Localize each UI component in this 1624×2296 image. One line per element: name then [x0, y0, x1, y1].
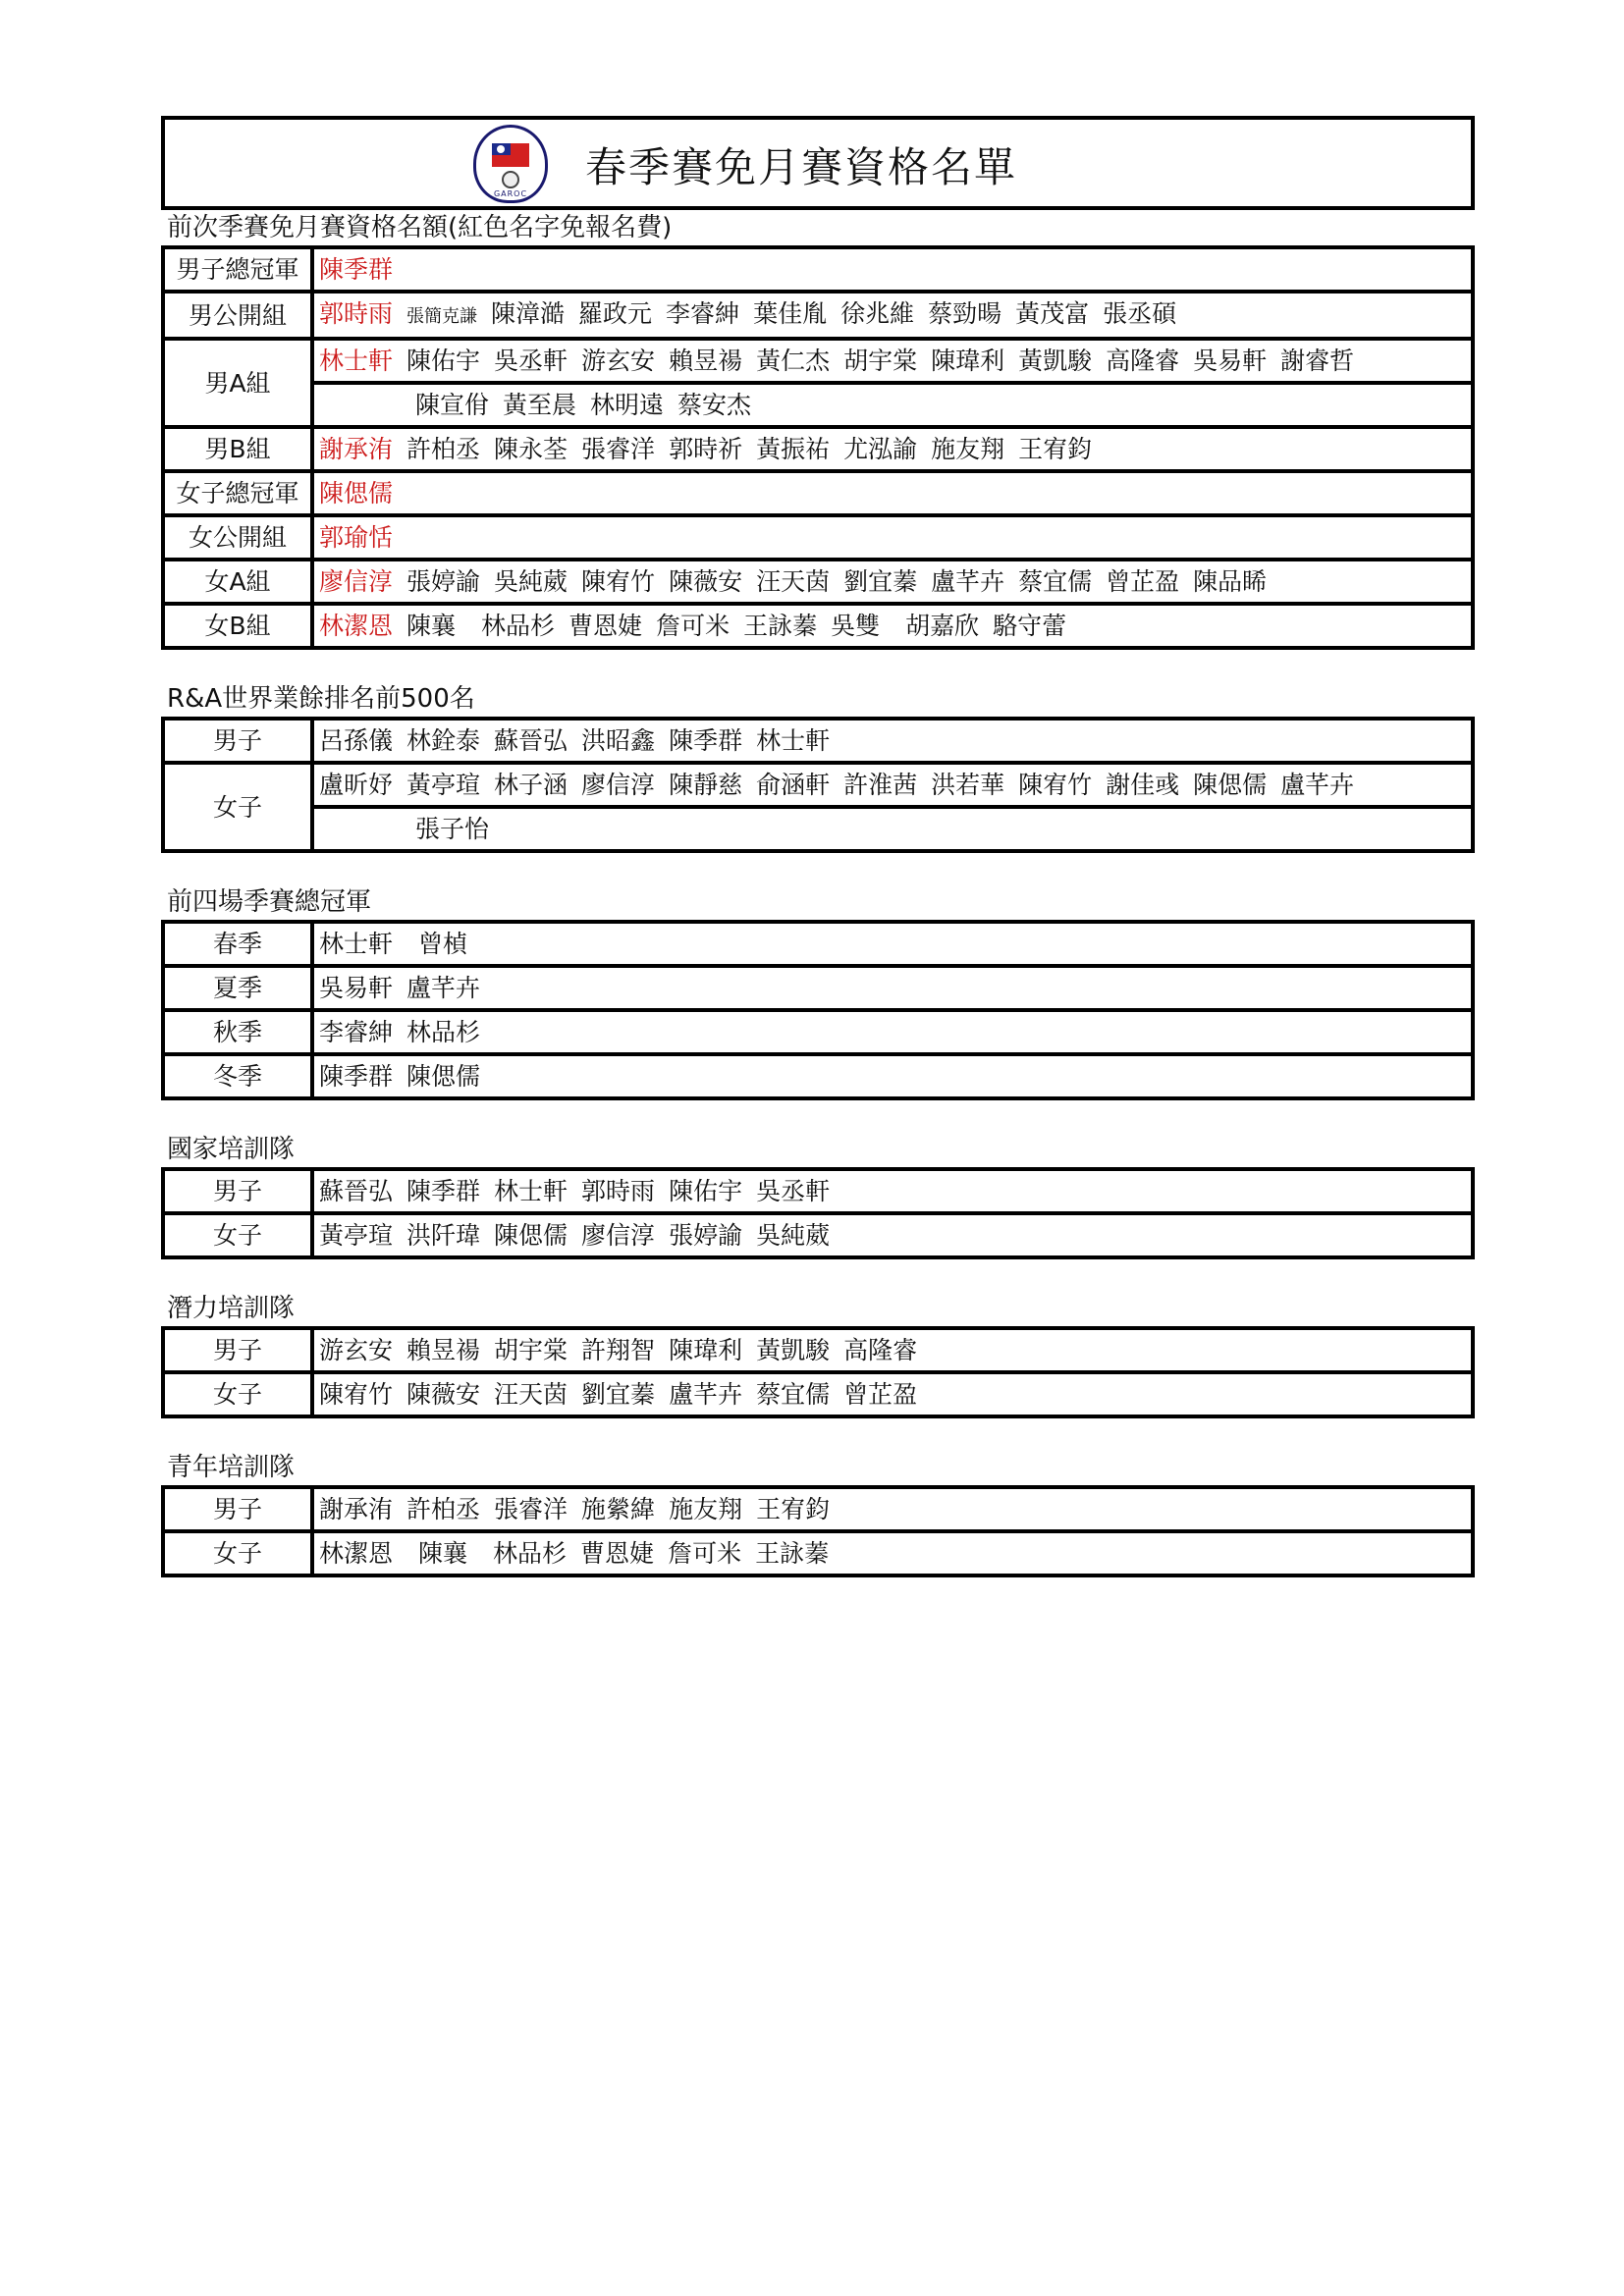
section-table — [161, 1326, 1475, 1418]
names-cell — [312, 383, 1473, 427]
category-label: 女A組 — [163, 560, 312, 604]
names-cell — [312, 966, 1473, 1010]
player-name: 陳偲儒 — [494, 1221, 568, 1250]
player-name-highlighted: 郭瑜恬 — [319, 523, 394, 552]
player-name: 盧芊卉 — [1280, 771, 1355, 799]
table-row — [163, 560, 1473, 604]
golf-ball-icon — [502, 171, 519, 188]
logo-initials: GAROC — [493, 189, 528, 198]
player-name: 陳永荃 — [494, 435, 568, 463]
player-name: 曹恩婕 — [580, 1539, 655, 1568]
category-label: 夏季 — [163, 966, 312, 1010]
names-cell — [312, 1054, 1473, 1098]
section-gap — [161, 1259, 1475, 1291]
table-row — [163, 247, 1473, 292]
player-name: 俞涵軒 — [756, 771, 831, 799]
table-row — [163, 292, 1473, 339]
player-name: 黃凱駿 — [756, 1336, 831, 1364]
player-name: 許柏丞 — [406, 435, 481, 463]
flag-icon — [492, 143, 529, 167]
document-page — [161, 116, 1475, 1577]
player-name: 廖信淳 — [581, 1221, 656, 1250]
player-name-highlighted: 陳偲儒 — [319, 479, 394, 507]
player-name: 黃仁杰 — [756, 347, 831, 375]
player-name: 陳季群 — [669, 726, 743, 755]
player-name: 謝睿哲 — [1280, 347, 1355, 375]
table-row — [163, 1213, 1473, 1257]
category-label: 男子 — [163, 719, 312, 763]
table-row — [163, 1328, 1473, 1372]
category-label: 女子 — [163, 1531, 312, 1575]
player-name: 盧昕妤 — [319, 771, 394, 799]
table-row — [163, 1169, 1473, 1213]
player-name: 駱守蕾 — [993, 612, 1067, 640]
player-name: 林士軒 — [756, 726, 831, 755]
category-label: 女子 — [163, 1372, 312, 1416]
player-name: 林品杉 — [493, 1539, 568, 1568]
player-name: 林品杉 — [481, 612, 556, 640]
player-name: 林銓泰 — [406, 726, 481, 755]
table-row — [163, 1372, 1473, 1416]
names-cell — [312, 292, 1473, 339]
player-name: 詹可米 — [656, 612, 731, 640]
player-name: 張睿洋 — [581, 435, 656, 463]
player-name: 曹恩婕 — [568, 612, 643, 640]
player-name: 郭時雨 — [581, 1177, 656, 1205]
player-name: 胡宇棠 — [843, 347, 918, 375]
player-name: 胡宇棠 — [494, 1336, 568, 1364]
player-name: 陳瑋利 — [931, 347, 1005, 375]
player-name: 陳佑宇 — [406, 347, 481, 375]
player-name: 陳宥竹 — [1018, 771, 1093, 799]
player-name: 施友翔 — [931, 435, 1005, 463]
category-label: 女B組 — [163, 604, 312, 648]
player-name: 廖信淳 — [581, 771, 656, 799]
player-name: 李睿紳 — [666, 299, 740, 328]
player-name: 陳宥竹 — [581, 567, 656, 596]
player-name: 陳佑宇 — [669, 1177, 743, 1205]
section-gap — [161, 853, 1475, 884]
association-logo — [473, 125, 548, 203]
section-heading: 前次季賽免月賽資格名額(紅色名字免報名費) — [167, 213, 673, 242]
section-table — [161, 245, 1475, 650]
player-name: 洪昭鑫 — [581, 726, 656, 755]
section-heading: R&A世界業餘排名前500名 — [167, 684, 475, 714]
player-name: 陳襄 — [418, 1539, 468, 1568]
table-row — [163, 604, 1473, 648]
names-cell — [312, 604, 1473, 648]
player-name: 張子怡 — [415, 815, 490, 843]
player-name: 王詠蓁 — [755, 1539, 830, 1568]
table-row — [163, 1054, 1473, 1098]
player-name: 劉宜蓁 — [843, 567, 918, 596]
player-name: 許淮茜 — [843, 771, 918, 799]
category-label: 女子 — [163, 1213, 312, 1257]
table-row — [163, 1531, 1473, 1575]
section-table — [161, 1485, 1475, 1577]
player-name: 張丞碩 — [1103, 299, 1177, 328]
player-name: 林士軒 — [494, 1177, 568, 1205]
player-name: 劉宜蓁 — [581, 1380, 656, 1409]
section-heading: 潛力培訓隊 — [167, 1294, 296, 1323]
player-name: 羅政元 — [578, 299, 653, 328]
player-name: 陳宣佾 — [415, 391, 490, 419]
section-heading: 前四場季賽總冠軍 — [167, 887, 372, 917]
names-cell — [312, 807, 1473, 851]
player-name-highlighted: 郭時雨 — [319, 299, 394, 328]
page-title: 春季賽免月賽資格名單 — [585, 143, 1018, 191]
player-name: 吳丞軒 — [756, 1177, 831, 1205]
table-row — [163, 1010, 1473, 1054]
player-name: 施縈緯 — [581, 1495, 656, 1523]
names-cell — [312, 1169, 1473, 1213]
player-name: 尤泓諭 — [843, 435, 918, 463]
player-name: 陳漳澔 — [491, 299, 566, 328]
player-name: 黃亭瑄 — [406, 771, 481, 799]
section-gap — [161, 1100, 1475, 1132]
names-cell — [312, 1372, 1473, 1416]
player-name: 蔡宜儒 — [756, 1380, 831, 1409]
player-name: 陳宥竹 — [319, 1380, 394, 1409]
section-heading: 國家培訓隊 — [167, 1135, 296, 1164]
player-name: 吳易軒 — [319, 974, 394, 1002]
category-label: 男子總冠軍 — [163, 247, 312, 292]
player-name: 張婷諭 — [406, 567, 481, 596]
player-name: 李睿紳 — [319, 1018, 394, 1046]
player-name: 張婷諭 — [669, 1221, 743, 1250]
names-cell — [312, 1010, 1473, 1054]
player-name: 陳品睎 — [1193, 567, 1268, 596]
player-name: 黃凱駿 — [1018, 347, 1093, 375]
player-name: 曾芷盈 — [1106, 567, 1180, 596]
category-label: 秋季 — [163, 1010, 312, 1054]
player-name: 蔡宜儒 — [1018, 567, 1093, 596]
names-cell — [312, 427, 1473, 471]
section-heading: 青年培訓隊 — [167, 1453, 296, 1482]
player-name: 徐兆維 — [840, 299, 915, 328]
player-name: 王詠蓁 — [743, 612, 818, 640]
player-name: 洪若華 — [931, 771, 1005, 799]
table-row — [163, 383, 1473, 427]
player-name: 黃至晨 — [503, 391, 577, 419]
player-name: 王宥鈞 — [1018, 435, 1093, 463]
category-label: 男A組 — [163, 339, 312, 427]
table-row — [163, 471, 1473, 515]
player-name: 陳薇安 — [669, 567, 743, 596]
names-cell — [312, 719, 1473, 763]
player-name: 汪天茵 — [494, 1380, 568, 1409]
player-name: 盧芊卉 — [406, 974, 481, 1002]
player-name: 蘇晉弘 — [319, 1177, 394, 1205]
player-name-highlighted: 廖信淳 — [319, 567, 394, 596]
names-cell — [312, 1487, 1473, 1531]
player-name: 高隆睿 — [843, 1336, 918, 1364]
player-name-highlighted: 林潔恩 — [319, 612, 394, 640]
names-cell — [312, 339, 1473, 383]
player-name: 曾楨 — [418, 930, 468, 958]
section-table — [161, 717, 1475, 853]
player-name: 林明遠 — [590, 391, 665, 419]
category-label: 女公開組 — [163, 515, 312, 560]
player-name: 陳薇安 — [406, 1380, 481, 1409]
player-name: 林潔恩 — [319, 1539, 394, 1568]
player-name: 張簡克謙 — [406, 306, 478, 327]
player-name: 吳易軒 — [1193, 347, 1268, 375]
player-name-highlighted: 林士軒 — [319, 347, 394, 375]
names-cell — [312, 247, 1473, 292]
category-label: 女子總冠軍 — [163, 471, 312, 515]
category-label: 女子 — [163, 763, 312, 851]
section-gap — [161, 1418, 1475, 1450]
player-name: 王宥鈞 — [756, 1495, 831, 1523]
player-name: 陳季群 — [406, 1177, 481, 1205]
player-name: 洪阡瑋 — [406, 1221, 481, 1250]
category-label: 男子 — [163, 1487, 312, 1531]
player-name: 張睿洋 — [494, 1495, 568, 1523]
title-box — [161, 116, 1475, 210]
player-name: 郭時祈 — [669, 435, 743, 463]
player-name: 黃亭瑄 — [319, 1221, 394, 1250]
names-cell — [312, 1328, 1473, 1372]
player-name: 黃茂富 — [1015, 299, 1090, 328]
player-name: 賴昱禓 — [406, 1336, 481, 1364]
player-name: 陳襄 — [406, 612, 457, 640]
names-cell — [312, 471, 1473, 515]
section-gap — [161, 650, 1475, 681]
player-name: 謝承洧 — [319, 1495, 394, 1523]
category-label: 男子 — [163, 1328, 312, 1372]
player-name: 陳瑋利 — [669, 1336, 743, 1364]
player-name: 陳偲儒 — [1193, 771, 1268, 799]
player-name: 陳靜慈 — [669, 771, 743, 799]
table-row — [163, 922, 1473, 966]
player-name: 吳丞軒 — [494, 347, 568, 375]
category-label: 冬季 — [163, 1054, 312, 1098]
player-name: 吳純葳 — [756, 1221, 831, 1250]
player-name-highlighted: 謝承洧 — [319, 435, 394, 463]
table-row — [163, 1487, 1473, 1531]
player-name: 吳雙 — [831, 612, 881, 640]
table-row — [163, 427, 1473, 471]
names-cell — [312, 922, 1473, 966]
table-row — [163, 763, 1473, 807]
player-name: 高隆睿 — [1106, 347, 1180, 375]
table-row — [163, 719, 1473, 763]
player-name: 胡嘉欣 — [905, 612, 980, 640]
player-name: 呂孫儀 — [319, 726, 394, 755]
player-name: 葉佳胤 — [753, 299, 828, 328]
table-row — [163, 339, 1473, 383]
player-name: 游玄安 — [319, 1336, 394, 1364]
player-name: 陳偲儒 — [406, 1062, 481, 1091]
names-cell — [312, 763, 1473, 807]
player-name: 蔡勁暘 — [928, 299, 1002, 328]
category-label: 春季 — [163, 922, 312, 966]
names-cell — [312, 1531, 1473, 1575]
table-row — [163, 515, 1473, 560]
player-name: 施友翔 — [669, 1495, 743, 1523]
category-label: 男子 — [163, 1169, 312, 1213]
category-label: 男B組 — [163, 427, 312, 471]
player-name-highlighted: 陳季群 — [319, 255, 394, 284]
player-name: 許柏丞 — [406, 1495, 481, 1523]
player-name: 汪天茵 — [756, 567, 831, 596]
player-name: 蔡安杰 — [677, 391, 752, 419]
table-row — [163, 966, 1473, 1010]
names-cell — [312, 515, 1473, 560]
player-name: 陳季群 — [319, 1062, 394, 1091]
player-name: 曾芷盈 — [843, 1380, 918, 1409]
player-name: 林品杉 — [406, 1018, 481, 1046]
player-name: 詹可米 — [668, 1539, 742, 1568]
player-name: 吳純葳 — [494, 567, 568, 596]
section-table — [161, 920, 1475, 1100]
player-name: 林士軒 — [319, 930, 394, 958]
section-table — [161, 1167, 1475, 1259]
sections-container — [161, 210, 1475, 1577]
player-name: 許翔智 — [581, 1336, 656, 1364]
player-name: 賴昱禓 — [669, 347, 743, 375]
names-cell — [312, 560, 1473, 604]
player-name: 蘇晉弘 — [494, 726, 568, 755]
table-row — [163, 807, 1473, 851]
player-name: 林子涵 — [494, 771, 568, 799]
player-name: 黃振祐 — [756, 435, 831, 463]
player-name: 盧芊卉 — [669, 1380, 743, 1409]
player-name: 謝佳彧 — [1106, 771, 1180, 799]
player-name: 游玄安 — [581, 347, 656, 375]
names-cell — [312, 1213, 1473, 1257]
category-label: 男公開組 — [163, 292, 312, 339]
player-name: 盧芊卉 — [931, 567, 1005, 596]
